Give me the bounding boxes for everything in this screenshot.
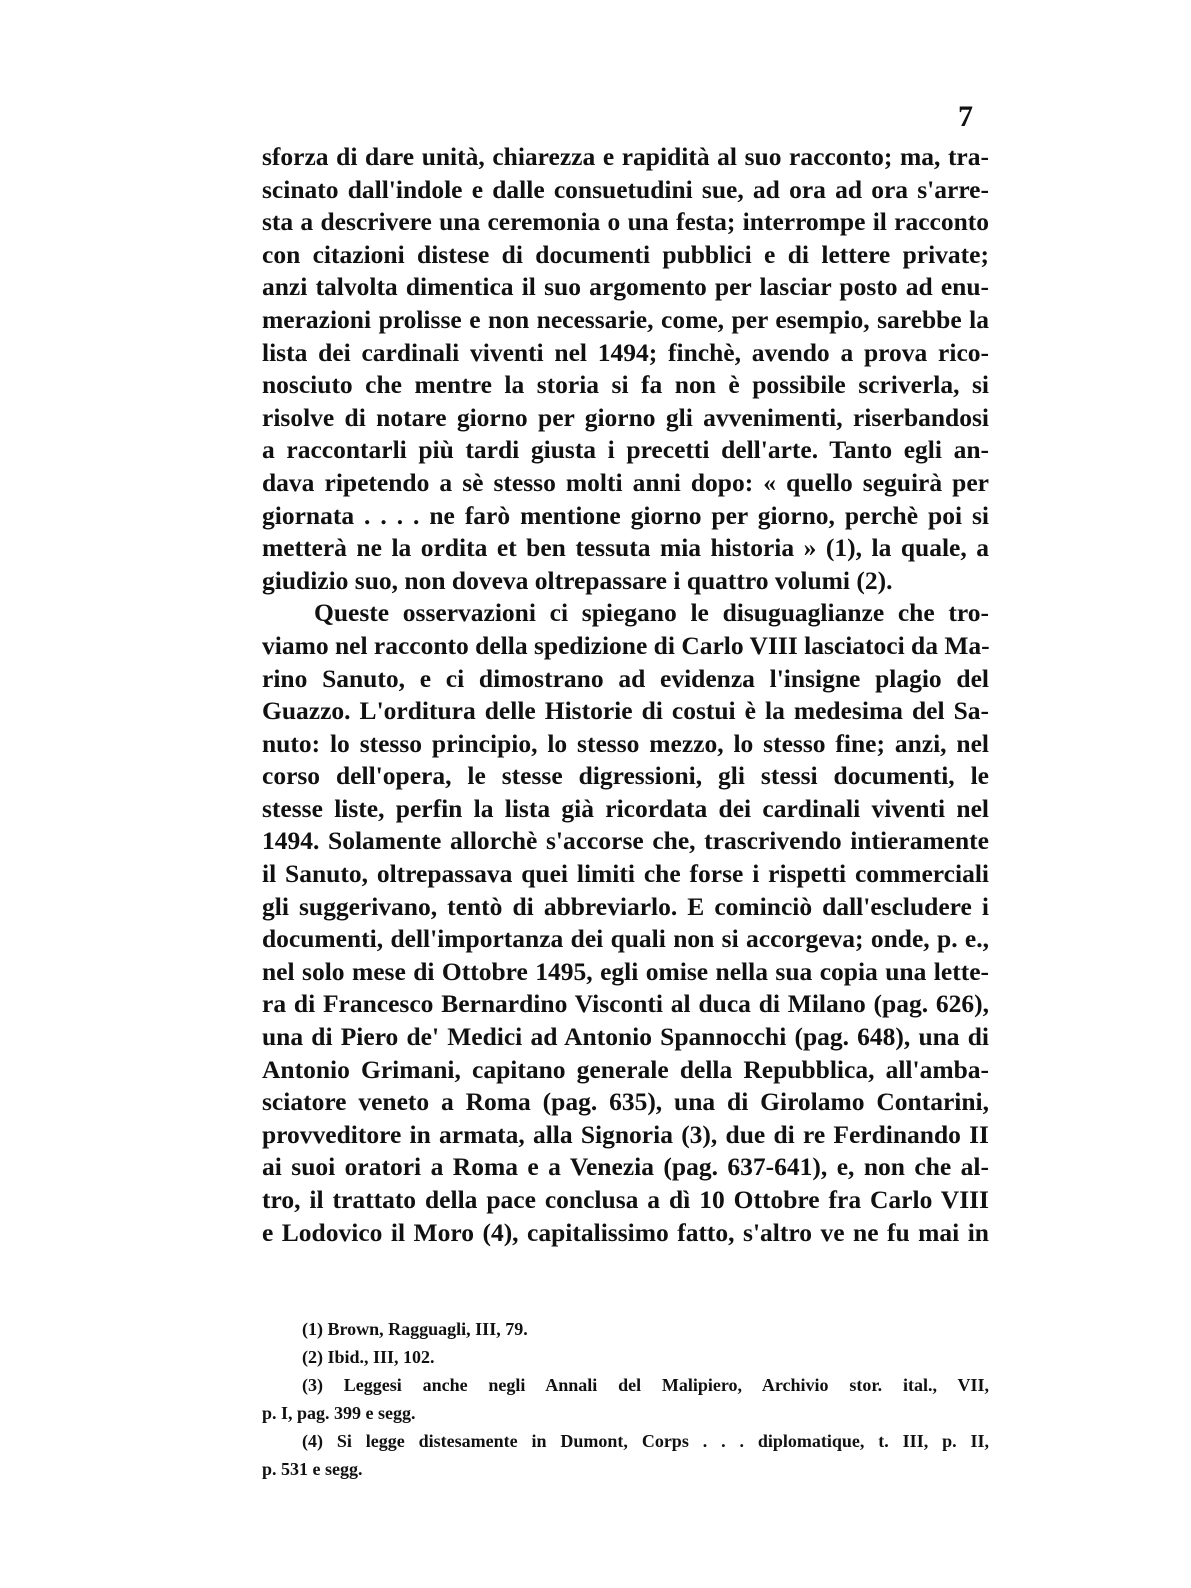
body-line: ra di Francesco Bernardino Visconti al duca di Milano (pag. 626), — [262, 989, 989, 1019]
body-line: metterà ne la ordita et ben tessuta mia historia » (1), la quale, a — [262, 533, 989, 563]
body-line: corso dell'opera, le stesse digressioni, gli stessi documenti, le — [262, 761, 989, 791]
body-line: giudizio suo, non doveva oltrepassare i quattro volumi (2). — [262, 565, 893, 595]
body-line: dava ripetendo a sè stesso molti anni dopo: « quello seguirà per — [262, 467, 989, 497]
footnote-line: p. I, pag. 399 e segg. — [262, 1403, 416, 1423]
body-line: tro, il trattato della pace conclusa a dì 10 Ottobre fra Carlo VIII — [262, 1185, 989, 1214]
footnote-line: p. 531 e segg. — [262, 1459, 363, 1479]
footnote-line: (3) Leggesi anche negli Annali del Malipiero, Archivio stor. ital., VII, — [302, 1375, 989, 1395]
body-line: lista dei cardinali viventi nel 1494; finchè, avendo a prova rico- — [262, 337, 989, 367]
footnote-line: (1) Brown, Ragguagli, III, 79. — [302, 1319, 528, 1339]
body-text — [262, 141, 989, 1249]
body-line: documenti, dell'importanza dei quali non si accorgeva; onde, p. e., — [262, 924, 989, 954]
body-line: 1494. Solamente allorchè s'accorse che, trascrivendo intieramente — [262, 826, 989, 856]
page-number: 7 — [958, 100, 973, 133]
footnotes — [262, 1315, 989, 1483]
body-line: Queste osservazioni ci spiegano le disuguaglianze che tro- — [314, 598, 989, 628]
body-line: con citazioni distese di documenti pubblici e di lettere private; — [262, 239, 989, 269]
body-line: scinato dall'indole e dalle consuetudini sue, ad ora ad ora s'arre- — [262, 174, 989, 204]
footnote-line: (4) Si legge distesamente in Dumont, Corps . . . diplomatique, t. III, p. II, — [302, 1431, 989, 1451]
body-line: risolve di notare giorno per giorno gli avvenimenti, riserbandosi — [262, 402, 989, 432]
body-line: nuto: lo stesso principio, lo stesso mezzo, lo stesso fine; anzi, nel — [262, 728, 989, 758]
body-line: a raccontarli più tardi giusta i precetti dell'arte. Tanto egli an- — [262, 435, 989, 465]
body-line: ai suoi oratori a Roma e a Venezia (pag. 637-641), e, non che al- — [262, 1152, 989, 1182]
body-line: Antonio Grimani, capitano generale della Repubblica, all'amba- — [262, 1054, 989, 1084]
body-line: nel solo mese di Ottobre 1495, egli omise nella sua copia una lette- — [262, 956, 989, 986]
body-line: gli suggerivano, tentò di abbreviarlo. E cominciò dall'escludere i — [262, 891, 989, 921]
body-line: sta a descrivere una ceremonia o una festa; interrompe il racconto — [262, 207, 989, 237]
body-line: sciatore veneto a Roma (pag. 635), una di Girolamo Contarini, — [262, 1087, 989, 1117]
body-line: giornata . . . . ne farò mentione giorno per giorno, perchè poi si — [262, 500, 989, 530]
footnote-line: (2) Ibid., III, 102. — [302, 1347, 435, 1367]
body-line: rino Sanuto, e ci dimostrano ad evidenza l'insigne plagio del — [262, 663, 989, 693]
body-line: e Lodovico il Moro (4), capitalissimo fatto, s'altro ve ne fu mai in — [262, 1217, 989, 1247]
body-line: provveditore in armata, alla Signoria (3), due di re Ferdinando II — [262, 1119, 989, 1149]
body-line: il Sanuto, oltrepassava quei limiti che forse i rispetti commerciali — [262, 859, 989, 889]
body-line: anzi talvolta dimentica il suo argomento per lasciar posto ad enu- — [262, 272, 989, 302]
body-line: merazioni prolisse e non necessarie, come, per esempio, sarebbe la — [262, 304, 989, 334]
body-line: stesse liste, perfin la lista già ricordata dei cardinali viventi nel — [262, 793, 989, 823]
body-line: sforza di dare unità, chiarezza e rapidità al suo racconto; ma, tra- — [262, 142, 989, 171]
body-line: una di Piero de' Medici ad Antonio Spannocchi (pag. 648), una di — [262, 1022, 989, 1052]
body-line: viamo nel racconto della spedizione di Carlo VIII lasciatoci da Ma- — [262, 630, 990, 660]
body-line: Guazzo. L'orditura delle Historie di costui è la medesima del Sa- — [262, 696, 989, 726]
body-line: nosciuto che mentre la storia si fa non è possibile scriverla, si — [262, 370, 989, 400]
